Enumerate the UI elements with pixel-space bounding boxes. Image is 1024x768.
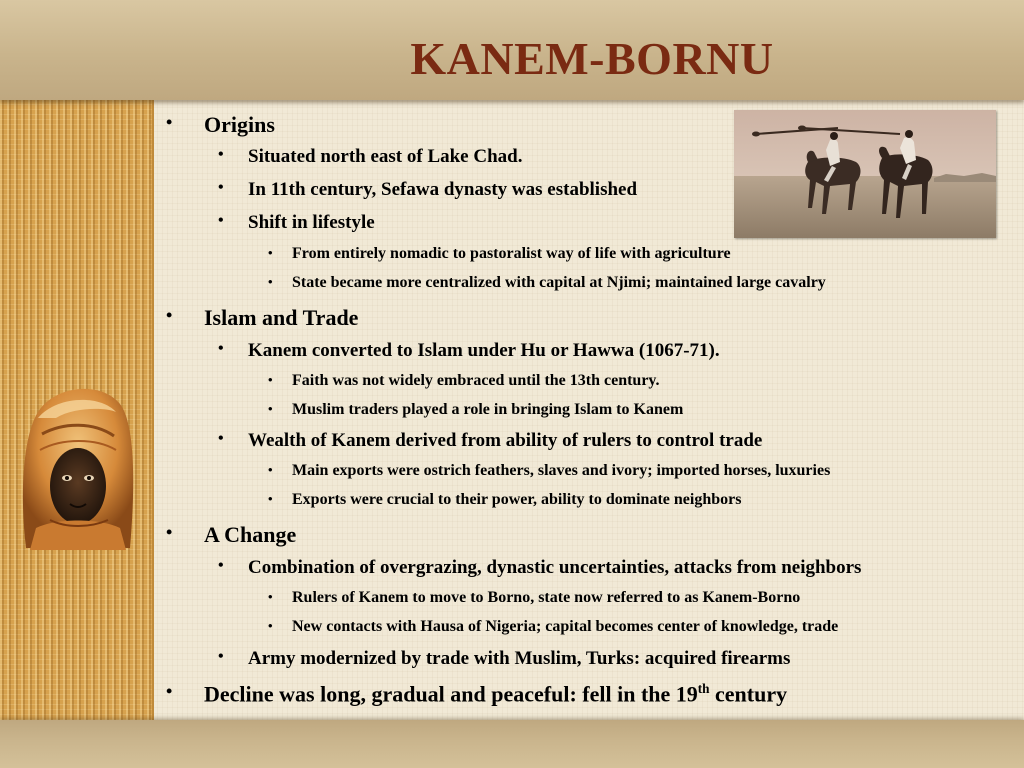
bullet-text: A Change: [204, 522, 297, 547]
bullet-list: • Origins • Situated north east of Lake Chad. • In 11th century, Sefawa dynasty was established • Shift in lifestyle • From entirely nomadic to pastoralist way of life with agriculture • State became more centralized with capital at Njimi; maintained large cavalry • Islam and Trade • Kanem converted to Islam under Hu or Hawwa (1067-71). • Faith was not widely embraced until the 13th century. • Muslim traders played a role in bringing Islam to Kanem • Wealth of Kanem derived from ability of rulers to control trade • Main exports were ostrich feathers, slaves and ivory; imported horses, luxuries • Exports were crucial to their power, ability to dominate neighbors • A Change • Combination of overgrazing, dynastic uncertainties, attacks from neighbors • Rulers of Kanem to move to Borno, state now referred to as Kanem-Borno • New contacts with Hausa of Nigeria; capital becomes center of knowledge, trade • Army modernized by trade with Muslim, Turks: acquired firearms • Decline was long, gradual and peaceful: fell in the 19th century: [166, 112, 862, 707]
bullet-text: In 11th century, Sefawa dynasty was established: [248, 179, 638, 200]
slide-title: KANEM-BORNU: [410, 33, 774, 84]
bullet-text: Army modernized by trade with Muslim, Turks: acquired firearms: [248, 648, 791, 669]
bullet-text: Combination of overgrazing, dynastic uncertainties, attacks from neighbors: [248, 557, 862, 578]
decline-text: Decline was long, gradual and peaceful: fell in the 19: [204, 681, 698, 707]
bullet-text: From entirely nomadic to pastoralist way of life with agriculture: [292, 245, 731, 262]
bullet-text: Exports were crucial to their power, ability to dominate neighbors: [292, 491, 742, 508]
bullet-text: [204, 681, 787, 707]
bullet-text: Faith was not widely embraced until the 13th century.: [292, 372, 660, 389]
decline-superscript: th: [697, 681, 710, 696]
bullet-text: Main exports were ostrich feathers, slaves and ivory; imported horses, luxuries: [292, 462, 831, 479]
bullet-text: Kanem converted to Islam under Hu or Hawwa (1067-71).: [248, 340, 720, 361]
bullet-text: State became more centralized with capital at Njimi; maintained large cavalry: [292, 274, 826, 291]
bullet-text: New contacts with Hausa of Nigeria; capital becomes center of knowledge, trade: [292, 618, 839, 635]
bullet-text: Situated north east of Lake Chad.: [248, 146, 523, 167]
bullet-text: Muslim traders played a role in bringing Islam to Kanem: [292, 401, 684, 418]
bullet-text: Origins: [204, 112, 275, 137]
bullet-text: Rulers of Kanem to move to Borno, state now referred to as Kanem-Borno: [292, 589, 801, 606]
decline-text-end: century: [709, 681, 788, 707]
bullet-text: Wealth of Kanem derived from ability of rulers to control trade: [248, 430, 763, 451]
bullet-text: Islam and Trade: [204, 305, 359, 330]
bullet-text: Shift in lifestyle: [248, 212, 375, 233]
